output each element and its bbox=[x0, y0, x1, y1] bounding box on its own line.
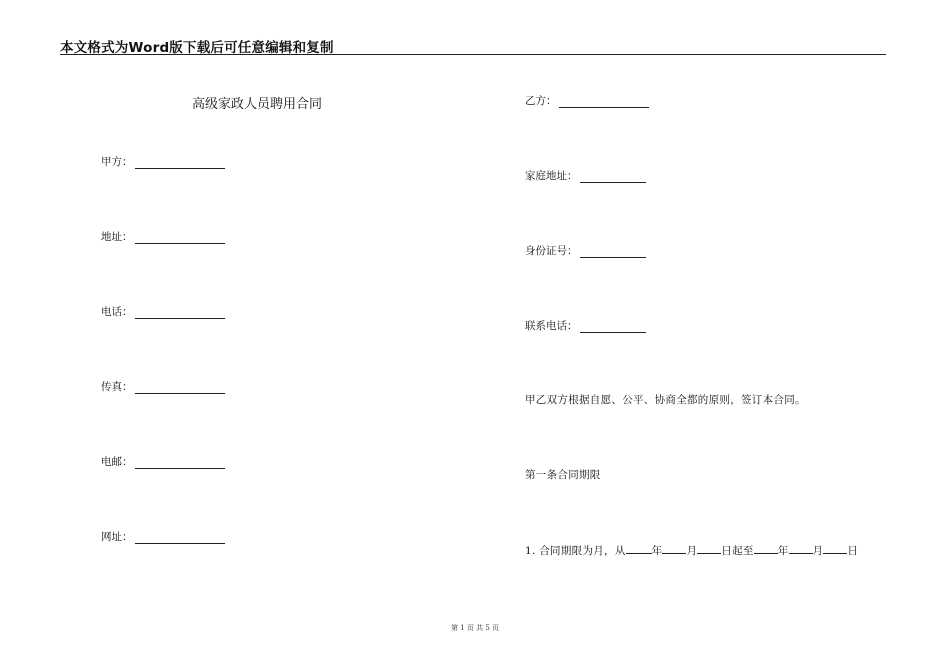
email-field bbox=[101, 454, 225, 469]
fax-field bbox=[101, 379, 225, 394]
address-label: 地址： bbox=[101, 231, 133, 243]
party-a-label: 甲方： bbox=[101, 156, 133, 168]
end-year-blank[interactable] bbox=[754, 542, 778, 554]
document-title: 高级家政人员聘用合同 bbox=[192, 97, 323, 112]
id-number-blank[interactable] bbox=[580, 246, 646, 258]
end-day-blank[interactable] bbox=[823, 542, 847, 554]
start-year-blank[interactable] bbox=[626, 542, 652, 554]
party-a-field bbox=[101, 154, 225, 169]
contact-phone-field bbox=[525, 318, 646, 333]
article-1-heading: 第一条合同期限 bbox=[525, 469, 601, 481]
party-b-field bbox=[525, 93, 649, 108]
party-a-blank[interactable] bbox=[135, 157, 225, 169]
party-b-blank[interactable] bbox=[559, 96, 649, 108]
page-header bbox=[60, 34, 886, 55]
email-label: 电邮： bbox=[101, 456, 133, 468]
term-prefix: 1. 合同期限为月，从 bbox=[525, 545, 626, 557]
website-blank[interactable] bbox=[135, 532, 225, 544]
end-month-unit: 月 bbox=[812, 545, 824, 557]
start-day-unit: 日起至 bbox=[721, 545, 754, 557]
header-text: 本文格式为Word版下载后可任意编辑和复制 bbox=[60, 40, 334, 56]
fax-label: 传真： bbox=[101, 381, 133, 393]
website-label: 网址： bbox=[101, 531, 133, 543]
end-year-unit: 年 bbox=[777, 545, 789, 557]
contact-phone-blank[interactable] bbox=[580, 321, 646, 333]
id-number-field bbox=[525, 243, 646, 258]
phone-label: 电话： bbox=[101, 306, 133, 318]
start-month-blank[interactable] bbox=[662, 542, 686, 554]
end-day-unit: 日 bbox=[847, 545, 859, 557]
end-month-blank[interactable] bbox=[789, 542, 813, 554]
home-address-label: 家庭地址： bbox=[525, 170, 578, 182]
id-number-label: 身份证号： bbox=[525, 245, 578, 257]
home-address-field bbox=[525, 168, 646, 183]
email-blank[interactable] bbox=[135, 457, 225, 469]
phone-field bbox=[101, 304, 225, 319]
start-year-unit: 年 bbox=[651, 545, 663, 557]
intro-paragraph: 甲乙双方根据自愿、公平、协商全都的原则，签订本合同。 bbox=[525, 394, 806, 406]
address-blank[interactable] bbox=[135, 232, 225, 244]
page-footer: 第 1 页 共 5 页 bbox=[450, 624, 500, 632]
fax-blank[interactable] bbox=[135, 382, 225, 394]
phone-blank[interactable] bbox=[135, 307, 225, 319]
website-field bbox=[101, 529, 225, 544]
start-day-blank[interactable] bbox=[697, 542, 721, 554]
start-month-unit: 月 bbox=[686, 545, 698, 557]
contract-term-line bbox=[525, 542, 858, 558]
party-b-label: 乙方： bbox=[525, 95, 557, 107]
home-address-blank[interactable] bbox=[580, 171, 646, 183]
contact-phone-label: 联系电话： bbox=[525, 320, 578, 332]
address-field bbox=[101, 229, 225, 244]
